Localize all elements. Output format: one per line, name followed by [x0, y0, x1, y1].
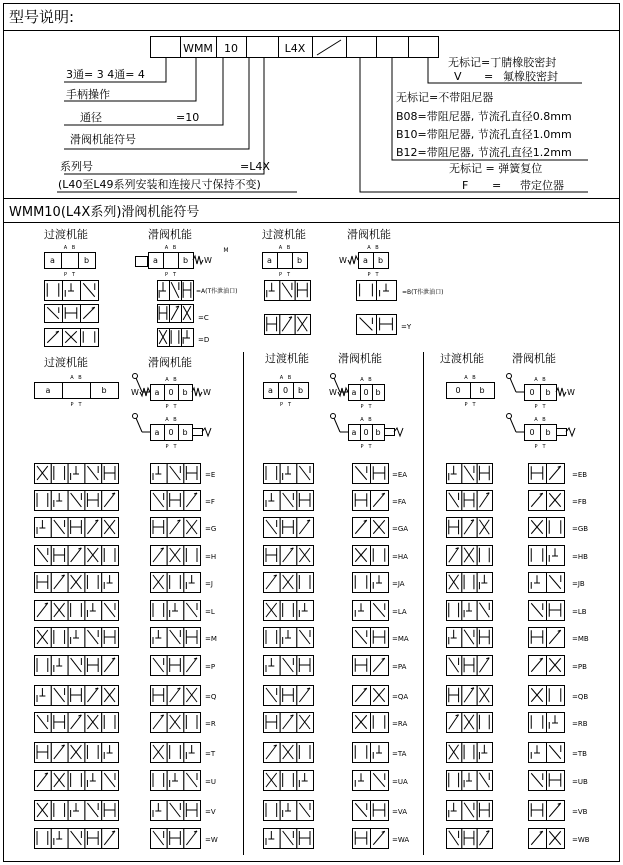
- spool-symbol-J: [151, 573, 201, 593]
- spool-symbol-QA: [353, 686, 389, 706]
- transition-symbol-U: [35, 771, 119, 791]
- transition-symbol-FB: [447, 491, 493, 511]
- spool-symbol-T: [151, 743, 201, 763]
- top-spool-D: [158, 329, 194, 347]
- top-spool-basic-2-port-P: P: [367, 272, 371, 278]
- top-spool-basic-spring-right-W: W: [204, 256, 212, 265]
- top-transition-D: [45, 329, 99, 347]
- spool-symbol-MA: [353, 628, 389, 648]
- col1-spool-detent-cell-1: 0: [168, 428, 174, 437]
- code-label-UA: =UA: [392, 778, 408, 786]
- code-box-7: [377, 37, 409, 58]
- spool-symbol-E: [151, 464, 201, 484]
- top-spool-C: [158, 305, 194, 323]
- transition-symbol-HA: [264, 546, 314, 566]
- code-label-EA: =EA: [392, 471, 408, 479]
- transition-symbol-WB: [447, 829, 493, 849]
- col1-transition-basic-port-P: P: [70, 402, 74, 408]
- col1-transition-basic-port-T: T: [78, 402, 82, 408]
- col1-spool-detent-cell-2: b: [182, 428, 188, 437]
- note-detent: 带定位器: [520, 179, 564, 192]
- col3-spool-detent: [507, 414, 576, 451]
- label-C: =C: [198, 314, 209, 322]
- code-label-JB: =JB: [572, 580, 585, 588]
- label-A: =A(T作泄油口): [196, 288, 238, 295]
- top-spool-basic-cell-0: a: [153, 256, 158, 265]
- col2-spool-detent-port-B: B: [368, 417, 372, 423]
- note-no-damper: 无标记=不带阻尼器: [396, 91, 494, 104]
- col1-spool-spring: [131, 374, 211, 411]
- col2-transition-basic-port-P: P: [279, 402, 284, 408]
- col2-transition-basic-cell-0: a: [268, 386, 273, 395]
- top-transition-basic-port-P: P: [63, 272, 68, 278]
- spool-symbol-G: [151, 518, 201, 538]
- transition-symbol-MA: [264, 628, 314, 648]
- top-spool-A: [158, 281, 194, 301]
- col2-spool-detent-port-P: P: [360, 444, 364, 450]
- top-spool-basic-2-cell-1: b: [377, 256, 384, 265]
- transition-symbol-G: [35, 518, 119, 538]
- top-transition-basic-port-A: A: [63, 245, 68, 251]
- col3-spool-spring-port-P: P: [534, 404, 538, 410]
- col1-spool-spring-port-A: A: [165, 377, 169, 383]
- transition-symbol-TA: [264, 743, 314, 763]
- transition-symbol-L: [35, 601, 119, 621]
- spool-symbol-GB: [529, 518, 565, 538]
- transition-symbol-Q: [35, 686, 119, 706]
- spool-symbol-MB: [529, 628, 565, 648]
- code-label-UB: =UB: [572, 778, 588, 786]
- top-spool-basic-2-port-A: A: [367, 245, 371, 251]
- code-label-T: =T: [205, 750, 216, 758]
- spool-symbol-FA: [353, 491, 389, 511]
- spool-symbol-EA: [353, 464, 389, 484]
- spool-symbol-LB: [529, 601, 565, 621]
- spool-symbol-RA: [353, 713, 389, 733]
- code-box-8: [409, 37, 439, 58]
- top-transition-basic-2-port-B: B: [286, 245, 291, 251]
- note-f-code: F: [462, 179, 469, 192]
- col2-header-spool: 滑阀机能: [338, 352, 382, 365]
- spool-symbol-GA: [353, 518, 389, 538]
- top-transition-basic-cell-2: b: [83, 256, 90, 265]
- col2-spool-detent-cell-1: 0: [363, 428, 369, 437]
- col2-spool-spring-port-B: B: [368, 377, 372, 383]
- top-col-title-3: 过渡机能: [262, 228, 306, 241]
- spool-symbol-QB: [529, 686, 565, 706]
- col3-transition-basic-port-A: A: [464, 375, 468, 381]
- col3-transition-basic: [447, 375, 495, 408]
- top-spool-basic-2-port-B: B: [375, 245, 379, 251]
- col3-transition-basic-port-B: B: [472, 375, 476, 381]
- code-box-text-1: WMM: [183, 42, 213, 55]
- col2-spool-spring-cell-1: 0: [363, 388, 369, 397]
- code-label-QA: =QA: [392, 693, 409, 701]
- spool-symbol-HB: [529, 546, 565, 566]
- note-b10: B10=带阻尼器, 节流孔直径1.0mm: [396, 128, 572, 141]
- note-handle: 手柄操作: [66, 88, 110, 101]
- model-code-boxes: [151, 37, 439, 58]
- col3-spool-detent-port-B: B: [542, 417, 546, 423]
- col2-spool-detent-port-T: T: [368, 444, 372, 450]
- code-box-6: [347, 37, 377, 58]
- transition-symbol-P: [35, 656, 119, 676]
- col1-transition-basic-cell-2: b: [101, 386, 107, 395]
- transition-symbol-PA: [264, 656, 314, 676]
- col1-spool-spring-spring-left-W: W: [131, 388, 139, 397]
- spool-symbol-P: [151, 656, 201, 676]
- col3-transition-basic-cell-1: b: [479, 386, 485, 395]
- col3-spool-detent-cell-1: b: [545, 428, 551, 437]
- col3-spool-spring-cell-1: b: [545, 388, 551, 397]
- code-label-E: =E: [205, 471, 216, 479]
- col2-transition-basic-cell-1: 0: [282, 386, 289, 395]
- spool-symbol-JB: [529, 573, 565, 593]
- top-spool-basic-cell-2: b: [182, 256, 189, 265]
- top-transition-B: [265, 281, 311, 301]
- top-transition-C: [45, 305, 99, 323]
- spool-symbol-PB: [529, 656, 565, 676]
- code-label-QB: =QB: [572, 693, 589, 701]
- transition-symbol-EB: [447, 464, 493, 484]
- transition-symbol-RB: [447, 713, 493, 733]
- col3-spool-spring-cell-0: 0: [529, 388, 535, 397]
- top-transition-basic-2-port-A: A: [278, 245, 283, 251]
- col2-spool-detent-cell-0: a: [351, 428, 357, 437]
- spool-symbols: [35, 245, 576, 849]
- code-label-WB: =WB: [572, 836, 590, 844]
- label-D: =D: [198, 336, 210, 344]
- top-transition-basic-2-cell-2: b: [296, 256, 303, 265]
- code-label-MB: =MB: [572, 635, 589, 643]
- note-series: 系列号: [60, 160, 93, 173]
- top-spool-basic-2-cell-0: a: [363, 256, 368, 265]
- code-label-JA: =JA: [392, 580, 405, 588]
- col2-spool-spring-cell-2: b: [375, 388, 381, 397]
- top-spool-basic-port-A: A: [164, 245, 169, 251]
- code-box-text-4: L4X: [284, 42, 306, 55]
- col2-transition-basic-port-T: T: [287, 402, 292, 408]
- col1-spool-spring-cell-0: a: [154, 388, 160, 397]
- spool-symbol-R: [151, 713, 201, 733]
- transition-symbol-M: [35, 628, 119, 648]
- code-label-RB: =RB: [572, 720, 588, 728]
- col3-spool-detent-port-P: P: [534, 444, 538, 450]
- code-label-WA: =WA: [392, 836, 410, 844]
- spool-symbol-WB: [529, 829, 565, 849]
- note-b12: B12=带阻尼器, 节流孔直径1.2mm: [396, 146, 572, 159]
- spool-symbol-TA: [353, 743, 389, 763]
- transition-symbol-LB: [447, 601, 493, 621]
- right-notes: [396, 55, 572, 192]
- col3-transition-basic-cell-0: 0: [455, 386, 461, 395]
- col2-spool-spring: [329, 374, 384, 411]
- code-label-H: =H: [205, 553, 217, 561]
- top-spool-B: [357, 281, 397, 301]
- col2-spool-detent-port-A: A: [360, 417, 364, 423]
- spool-symbol-JA: [353, 573, 389, 593]
- col1-spool-spring-port-B: B: [173, 377, 177, 383]
- code-label-PA: =PA: [392, 663, 407, 671]
- code-label-VA: =VA: [392, 808, 407, 816]
- col3-spool-detent-cell-0: 0: [529, 428, 535, 437]
- transition-symbol-LA: [264, 601, 314, 621]
- spool-symbol-H: [151, 546, 201, 566]
- top-col-title-4: 滑阀机能: [347, 228, 391, 241]
- top-transition-basic: [45, 245, 96, 278]
- transition-symbol-W: [35, 829, 119, 849]
- spool-symbol-W: [151, 829, 201, 849]
- col1-spool-detent-cell-0: a: [154, 428, 160, 437]
- top-spool-basic-2-port-T: T: [375, 272, 379, 278]
- transition-symbol-R: [35, 713, 119, 733]
- top-col-title-1: 过渡机能: [44, 228, 88, 241]
- note-f-eq: =: [492, 179, 502, 192]
- transition-symbol-HB: [447, 546, 493, 566]
- section-title: WMM10(L4X系列)滑阀机能符号: [9, 205, 200, 220]
- top-spool-basic-port-B: B: [172, 245, 177, 251]
- transition-symbol-UB: [447, 771, 493, 791]
- transition-symbol-T: [35, 743, 119, 763]
- column-headers: [44, 351, 556, 369]
- note-series-value: =L4X: [240, 160, 270, 173]
- transition-symbol-EA: [264, 464, 314, 484]
- col1-spool-spring-spring-right-W: W: [203, 388, 211, 397]
- note-ports: 3通= 3 4通= 4: [66, 68, 145, 81]
- spool-symbol-PA: [353, 656, 389, 676]
- top-spool-basic-port-P: P: [164, 272, 169, 278]
- transition-symbol-VB: [447, 801, 493, 821]
- col2-spool-detent: [331, 414, 404, 451]
- col2-transition-basic-port-B: B: [287, 375, 292, 381]
- col2-transition-basic: [264, 375, 309, 408]
- transition-symbol-J: [35, 573, 119, 593]
- col1-spool-detent-port-B: B: [173, 417, 177, 423]
- note-v-eq: =: [484, 70, 494, 83]
- code-label-EB: =EB: [572, 471, 588, 479]
- code-label-TB: =TB: [572, 750, 587, 758]
- col1-transition-basic-port-B: B: [78, 375, 82, 381]
- col1-transition-basic-cell-0: a: [45, 386, 51, 395]
- top-spool-basic-port-T: T: [172, 272, 177, 278]
- note-series-desc: (L40至L49系列安装和连接尺寸保持不变): [58, 178, 261, 191]
- col2-spool-spring-port-A: A: [360, 377, 364, 383]
- spool-symbol-VA: [353, 801, 389, 821]
- transition-symbol-VA: [264, 801, 314, 821]
- col3-spool-detent-port-A: A: [534, 417, 538, 423]
- transition-symbol-GB: [447, 518, 493, 538]
- top-transition-basic-cell-0: a: [50, 256, 55, 265]
- col1-spool-detent-port-T: T: [173, 444, 177, 450]
- code-label-LA: =LA: [392, 608, 407, 616]
- col2-spool-spring-spring-left-W: W: [329, 388, 337, 397]
- spool-symbol-EB: [529, 464, 565, 484]
- spool-symbol-LA: [353, 601, 389, 621]
- top-transition-basic-2-port-P: P: [278, 272, 283, 278]
- col3-header-transition: 过渡机能: [440, 352, 484, 365]
- col3-spool-spring-port-A: A: [534, 377, 538, 383]
- transition-symbol-V: [35, 801, 119, 821]
- col2-header-transition: 过渡机能: [265, 352, 309, 365]
- transition-symbol-JB: [447, 573, 493, 593]
- code-box-text-2: 10: [224, 42, 238, 55]
- transition-symbol-H: [35, 546, 119, 566]
- top-spool-M: M: [223, 247, 229, 254]
- code-box-0: [151, 37, 181, 58]
- note-bore-value: =10: [176, 111, 200, 124]
- code-label-L: =L: [205, 608, 215, 616]
- col3-spool-spring-port-T: T: [542, 404, 546, 410]
- top-transition-basic-2-port-T: T: [286, 272, 291, 278]
- top-spool-Y: [357, 315, 397, 335]
- code-label-RA: =RA: [392, 720, 408, 728]
- col3-spool-spring-port-B: B: [542, 377, 546, 383]
- transition-symbol-TB: [447, 743, 493, 763]
- spool-symbol-L: [151, 601, 201, 621]
- label-B: =B(T作泄油口): [402, 289, 444, 296]
- col1-transition-basic: [35, 375, 119, 408]
- spool-symbol-V: [151, 801, 201, 821]
- transition-symbol-GA: [264, 518, 314, 538]
- col1-spool-detent: [133, 414, 212, 451]
- spool-symbol-HA: [353, 546, 389, 566]
- code-label-R: =R: [205, 720, 216, 728]
- code-label-FB: =FB: [572, 498, 587, 506]
- top-spool-basic-2-spring-left-W: W: [339, 256, 347, 265]
- col2-spool-spring-port-P: P: [360, 404, 364, 410]
- col1-spool-detent-port-P: P: [165, 444, 169, 450]
- code-box-3: [247, 37, 279, 58]
- spool-symbol-Q: [151, 686, 201, 706]
- left-notes: [58, 68, 270, 191]
- col3-header-spool: 滑阀机能: [512, 352, 556, 365]
- transition-symbol-RA: [264, 713, 314, 733]
- note-fkm-seal: 氟橡胶密封: [503, 70, 558, 83]
- transition-symbol-F: [35, 491, 119, 511]
- transition-symbol-JA: [264, 573, 314, 593]
- col2-spool-detent-cell-2: b: [375, 428, 381, 437]
- spool-symbol-WA: [353, 829, 389, 849]
- code-label-MA: =MA: [392, 635, 409, 643]
- transition-symbol-QA: [264, 686, 314, 706]
- col1-header-spool: 滑阀机能: [148, 356, 192, 369]
- top-spool-basic-2: [339, 245, 388, 278]
- top-transition-basic-2-cell-0: a: [267, 256, 272, 265]
- code-label-P: =P: [205, 663, 216, 671]
- code-label-PB: =PB: [572, 663, 587, 671]
- code-label-F: =F: [205, 498, 215, 506]
- spool-symbol-UA: [353, 771, 389, 791]
- col1-spool-spring-port-P: P: [165, 404, 169, 410]
- code-label-J: =J: [205, 580, 213, 588]
- col1-header-transition: 过渡机能: [44, 356, 88, 369]
- note-v-code: V: [454, 70, 462, 83]
- col3-transition-basic-port-T: T: [472, 402, 476, 408]
- code-label-W: =W: [205, 836, 218, 844]
- col1-spool-spring-cell-1: 0: [168, 388, 174, 397]
- col1-spool-spring-cell-2: b: [182, 388, 188, 397]
- col1-spool-detent-port-A: A: [165, 417, 169, 423]
- transition-symbol-MB: [447, 628, 493, 648]
- code-label-GA: =GA: [392, 525, 409, 533]
- code-label-M: =M: [205, 635, 217, 643]
- col2-spool-spring-cell-0: a: [351, 388, 357, 397]
- code-label-V: =V: [205, 808, 216, 816]
- transition-symbol-E: [35, 464, 119, 484]
- col3-spool-detent-port-T: T: [542, 444, 546, 450]
- code-label-G: =G: [205, 525, 217, 533]
- transition-symbol-PB: [447, 656, 493, 676]
- top-transition-A: [45, 281, 99, 301]
- spool-symbol-VB: [529, 801, 565, 821]
- spool-symbol-FB: [529, 491, 565, 511]
- top-col-title-2: 滑阀机能: [148, 228, 192, 241]
- spool-symbol-TB: [529, 743, 565, 763]
- note-nbr-seal: 无标记=丁腈橡胶密封: [448, 56, 557, 69]
- col3-spool-spring-spring-right-W: W: [567, 388, 575, 397]
- top-transition-basic-port-B: B: [71, 245, 76, 251]
- note-spring-return: 无标记 = 弹簧复位: [449, 162, 543, 175]
- col1-spool-spring-port-T: T: [173, 404, 177, 410]
- code-label-FA: =FA: [392, 498, 407, 506]
- spool-symbol-UB: [529, 771, 565, 791]
- header-title: 型号说明:: [9, 8, 75, 26]
- spool-symbol-RB: [529, 713, 565, 733]
- code-label-GB: =GB: [572, 525, 589, 533]
- code-label-VB: =VB: [572, 808, 588, 816]
- col1-transition-basic-port-A: A: [70, 375, 74, 381]
- spool-symbol-M: [151, 628, 201, 648]
- transition-symbol-QB: [447, 686, 493, 706]
- code-label-HB: =HB: [572, 553, 588, 561]
- code-label-Q: =Q: [205, 693, 217, 701]
- col2-transition-basic-port-A: A: [279, 375, 284, 381]
- code-label-LB: =LB: [572, 608, 587, 616]
- col2-spool-spring-port-T: T: [368, 404, 372, 410]
- note-spool: 滑阀机能符号: [70, 133, 136, 146]
- top-spool-basic: [136, 245, 213, 278]
- transition-symbol-WA: [264, 829, 314, 849]
- col3-spool-spring: [507, 374, 576, 411]
- note-bore: 通径: [80, 111, 102, 124]
- label-Y: =Y: [401, 323, 412, 331]
- note-b08: B08=带阻尼器, 节流孔直径0.8mm: [396, 110, 572, 123]
- col2-transition-basic-cell-2: b: [297, 386, 304, 395]
- spool-symbol-U: [151, 771, 201, 791]
- code-label-TA: =TA: [392, 750, 407, 758]
- col3-transition-basic-port-P: P: [464, 402, 468, 408]
- top-transition-Y: [265, 315, 311, 335]
- code-label-U: =U: [205, 778, 216, 786]
- top-transition-basic-2: [263, 245, 308, 278]
- transition-symbol-UA: [264, 771, 314, 791]
- transition-symbol-FA: [264, 491, 314, 511]
- top-transition-basic-port-T: T: [71, 272, 76, 278]
- spool-symbol-F: [151, 491, 201, 511]
- code-label-HA: =HA: [392, 553, 408, 561]
